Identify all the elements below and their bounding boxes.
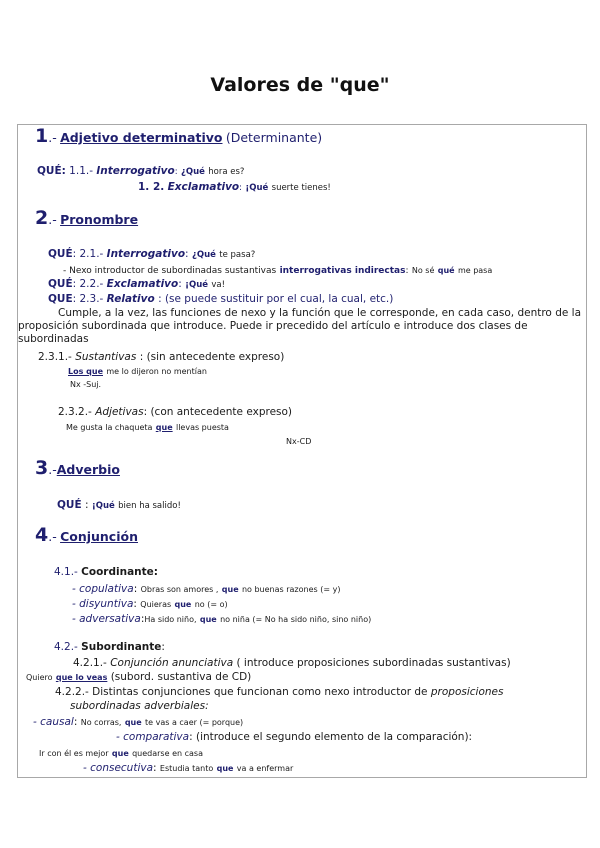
s4-consecutiva: - consecutiva: Estudia tanto que va a enfermar bbox=[83, 762, 294, 774]
s2-example-adjetivas: Me gusta la chaqueta que llevas puesta bbox=[66, 423, 229, 432]
section-title: Conjunción bbox=[60, 529, 138, 544]
s2-sub-adjetivas: 2.3.2.- Adjetivas: (con antecedente expreso) bbox=[58, 406, 293, 418]
section-title: Adjetivo determinativo bbox=[60, 130, 223, 145]
s4-adverbiales-cont: subordinadas adverbiales: bbox=[70, 700, 209, 712]
s2-line-relativo: QUE: 2.3.- Relativo : (se puede sustituir por el cual, la cual, etc.) bbox=[48, 293, 394, 305]
page-title: Valores de "que" bbox=[210, 74, 390, 96]
s4-subordinante: 4.2.- Subordinante: bbox=[54, 641, 165, 653]
s2-analysis-adjetivas: Nx-CD bbox=[286, 437, 312, 446]
s2-line-nexo: - Nexo introductor de subordinadas sustantivas interrogativas indirectas: No sé qué me pasa bbox=[63, 266, 493, 276]
section-number: 2 bbox=[35, 207, 49, 229]
section-1-heading: 1.- Adjetivo determinativo (Determinante) bbox=[35, 125, 323, 147]
s4-comparativa-example: Ir con él es mejor que quedarse en casa bbox=[39, 749, 203, 758]
s2-paragraph: Cumple, a la vez, las funciones de nexo y la función que le corresponde, en cada caso, dentro de la proposición subordinada que introduce. Puede ir precedido del artículo e introduce dos clases de subordinadas bbox=[18, 307, 582, 345]
section-2-heading: 2.- Pronombre bbox=[35, 207, 139, 229]
section-title: Adverbio bbox=[56, 462, 120, 477]
section-number: 1 bbox=[35, 125, 49, 147]
s4-causal: - causal: No corras, que te vas a caer (= porque) bbox=[33, 716, 244, 728]
section-number: 4 bbox=[35, 524, 49, 546]
section-number: 3 bbox=[35, 457, 49, 479]
s2-line-interrogativo: QUÉ: 2.1.- Interrogativo: ¿Qué te pasa? bbox=[48, 248, 256, 260]
section-4-heading: 4.- Conjunción bbox=[35, 524, 138, 546]
s3-line: QUÉ : ¡Qué bien ha salido! bbox=[57, 499, 181, 511]
s4-adversativa: - adversativa:Ha sido niño, que no niña (= No ha sido niño, sino niño) bbox=[72, 613, 372, 625]
s1-line-exclamativo: 1. 2. Exclamativo: ¡Qué suerte tienes! bbox=[138, 181, 331, 193]
s4-disyuntiva: - disyuntiva: Quieras que no (= o) bbox=[72, 598, 228, 610]
s2-example-sustantivas: Los que me lo dijeron no mentían bbox=[68, 367, 207, 376]
s2-sub-sustantivas: 2.3.1.- Sustantivas : (sin antecedente expreso) bbox=[38, 351, 285, 363]
s1-line-interrogativo: QUÉ: 1.1.- Interrogativo: ¿Qué hora es? bbox=[37, 165, 245, 177]
s4-adverbiales: 4.2.2.- Distintas conjunciones que funcionan como nexo introductor de proposiciones bbox=[55, 686, 504, 698]
section-3-heading: 3.-Adverbio bbox=[35, 457, 120, 479]
s4-copulativa: - copulativa: Obras son amores , que no buenas razones (= y) bbox=[72, 583, 341, 595]
s4-coordinante: 4.1.- Coordinante: bbox=[54, 566, 158, 578]
s2-analysis-sustantivas: Nx -Suj. bbox=[70, 380, 102, 389]
section-title: Pronombre bbox=[60, 212, 139, 227]
s4-anunciativa: 4.2.1.- Conjunción anunciativa ( introduce proposiciones subordinadas sustantivas) bbox=[73, 657, 511, 669]
s4-anunciativa-example: Quiero que lo veas (subord. sustantiva de CD) bbox=[26, 671, 252, 683]
s4-comparativa: - comparativa: (introduce el segundo elemento de la comparación): bbox=[116, 731, 473, 743]
s2-line-exclamativo: QUÉ: 2.2.- Exclamativo: ¡Qué va! bbox=[48, 278, 226, 290]
